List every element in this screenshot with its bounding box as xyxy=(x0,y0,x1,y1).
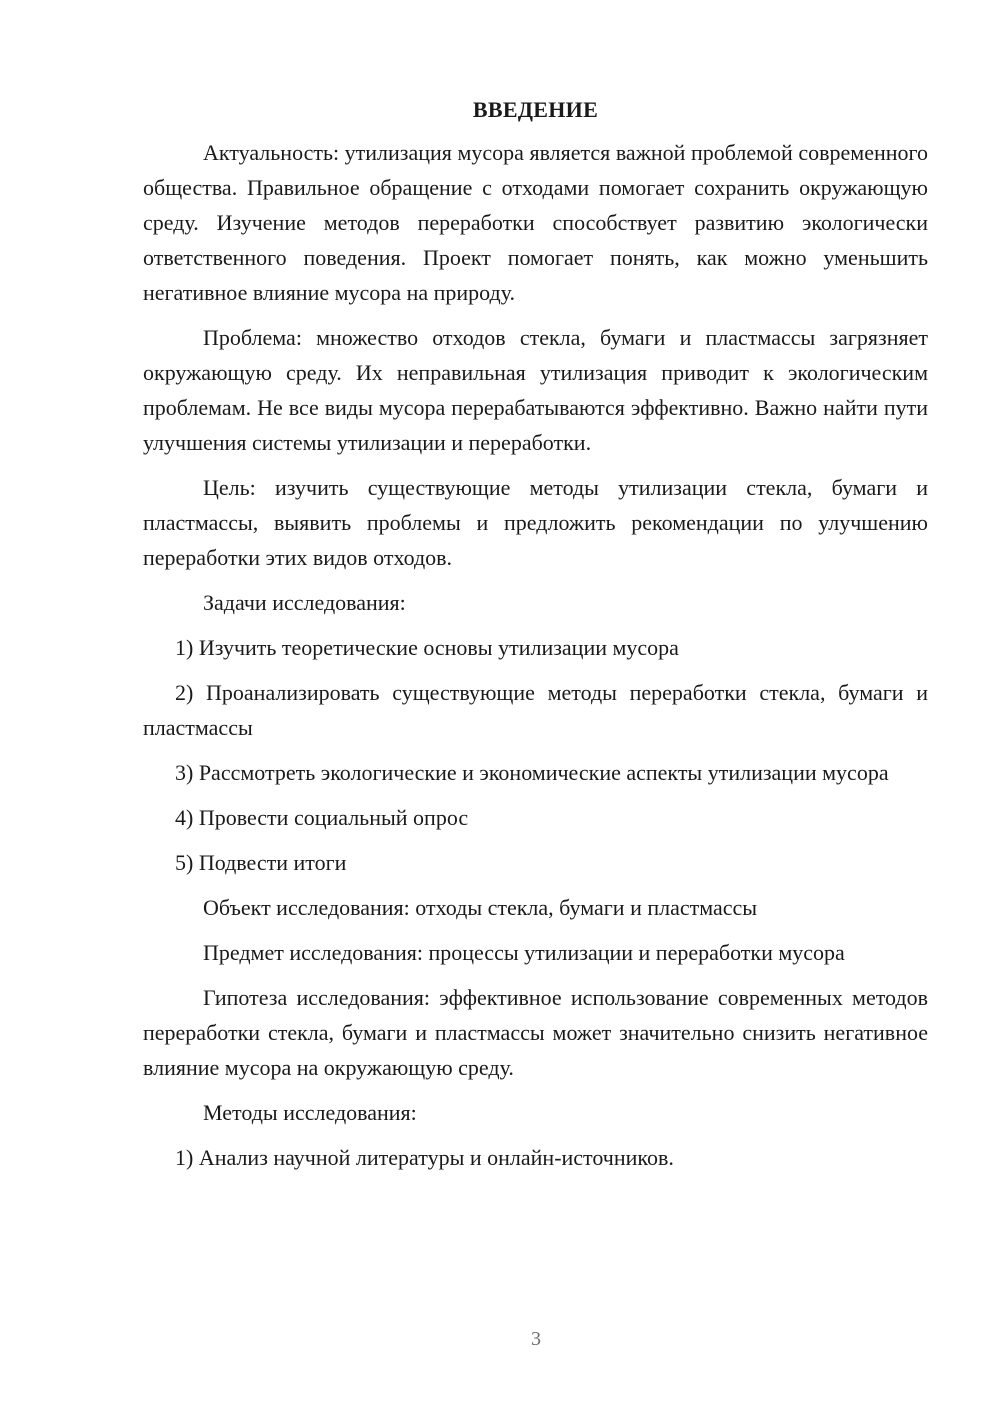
task-item-5: 5) Подвести итоги xyxy=(175,850,347,875)
method-item-1: 1) Анализ научной литературы и онлайн-источников. xyxy=(175,1145,674,1170)
page-number: 3 xyxy=(531,1328,541,1350)
object-line: Объект исследования: отходы стекла, бумаги и пластмассы xyxy=(203,895,758,920)
subject-line: Предмет исследования: процессы утилизации и переработки мусора xyxy=(203,940,845,965)
problem-paragraph: Проблема: множество отходов стекла, бумаги и пластмассы загрязняет окружающую среду. Их неправильная утилизация приводит к экологическим проблемам. Не все виды мусора перерабатываются эффективно. Важно найти пути улучшения системы утилизации и переработки. xyxy=(143,325,928,455)
relevance-paragraph: Актуальность: утилизация мусора является важной проблемой современного общества. Правильное обращение с отходами помогает сохранить окружающую среду. Изучение методов переработки способствует развитию экологически ответственного поведения. Проект помогает понять, как можно уменьшить негативное влияние мусора на природу. xyxy=(143,140,928,305)
task-item-3: 3) Рассмотреть экологические и экономические аспекты утилизации мусора xyxy=(175,760,889,785)
task-item-4: 4) Провести социальный опрос xyxy=(175,805,469,830)
goal-paragraph: Цель: изучить существующие методы утилизации стекла, бумаги и пластмассы, выявить проблемы и предложить рекомендации по улучшению переработки этих видов отходов. xyxy=(143,475,928,570)
section-title: ВВЕДЕНИЕ xyxy=(472,97,599,122)
task-item-1: 1) Изучить теоретические основы утилизации мусора xyxy=(175,635,679,660)
tasks-heading: Задачи исследования: xyxy=(203,590,406,615)
task-item-2: 2) Проанализировать существующие методы переработки стекла, бумаги и пластмассы xyxy=(143,680,928,740)
document-page xyxy=(143,92,928,1185)
methods-heading: Методы исследования: xyxy=(203,1100,417,1125)
hypothesis-paragraph: Гипотеза исследования: эффективное использование современных методов переработки стекла, бумаги и пластмассы может значительно снизить негативное влияние мусора на окружающую среду. xyxy=(143,985,928,1080)
